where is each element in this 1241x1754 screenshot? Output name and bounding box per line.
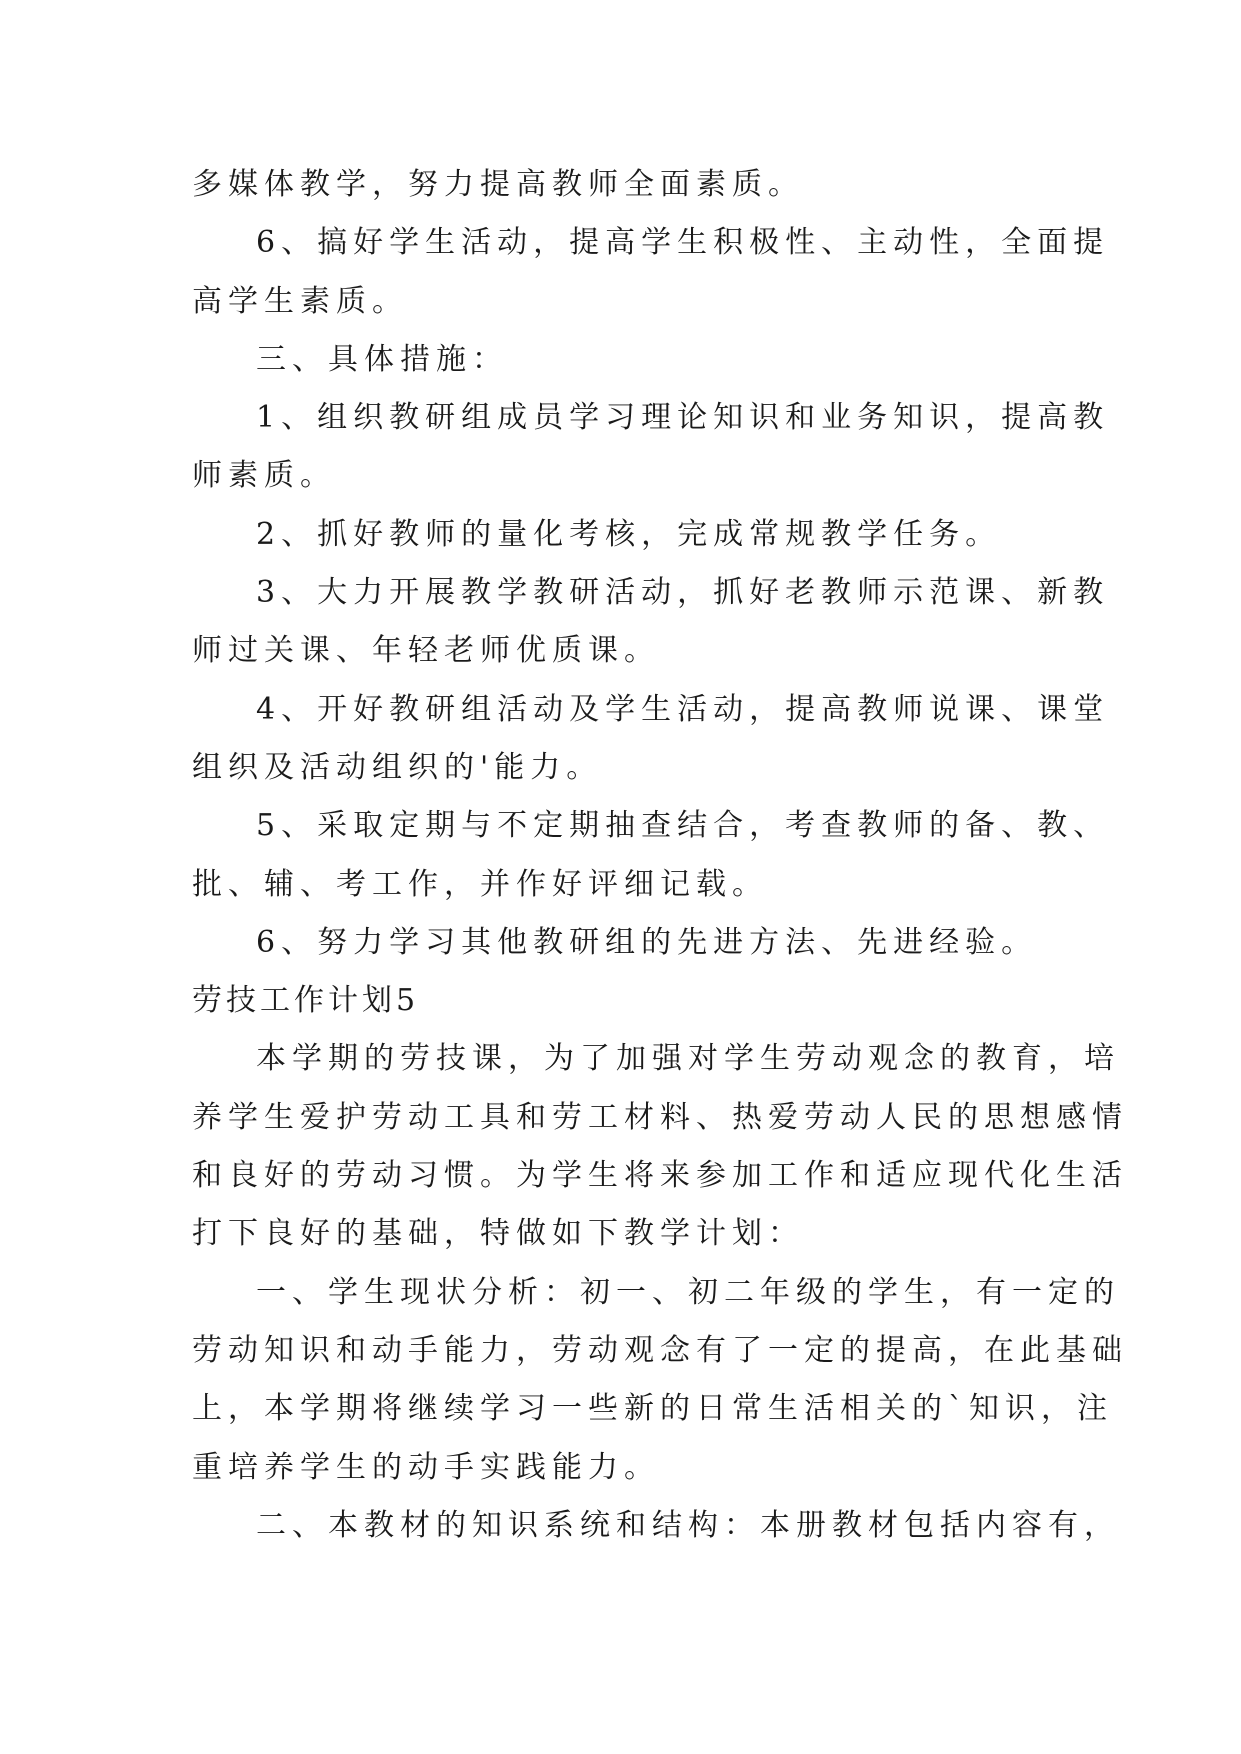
document-title: 劳技工作计划5 [192,983,420,1019]
text-line: 养学生爱护劳动工具和劳工材料、热爱劳动人民的思想感情 [192,1099,1128,1135]
text-line: 2、抓好教师的量化考核，完成常规教学任务。 [256,516,1002,552]
text-line: 师过关课、年轻老师优质课。 [192,633,660,669]
document-body [192,156,1128,1555]
text-line: 高学生素质。 [192,283,408,319]
text-line: 4、开好教研组活动及学生活动，提高教师说课、课堂 [256,691,1110,727]
section-heading: 三、具体措施： [256,341,508,377]
text-line: 6、搞好学生活动，提高学生积极性、主动性，全面提 [256,225,1110,261]
text-line: 组织及活动组织的'能力。 [192,749,603,785]
text-line: 3、大力开展教学教研活动，抓好老教师示范课、新教 [256,575,1110,611]
text-line: 二、本教材的知识系统和结构：本册教材包括内容有， [256,1507,1120,1543]
text-line: 6、努力学习其他教研组的先进方法、先进经验。 [256,924,1038,960]
text-line: 重培养学生的动手实践能力。 [192,1449,660,1485]
text-line: 批、辅、考工作，并作好评细记载。 [192,866,768,902]
text-line: 劳动知识和动手能力，劳动观念有了一定的提高，在此基础 [192,1332,1128,1368]
text-line: 打下良好的基础，特做如下教学计划： [192,1216,804,1252]
text-line: 和良好的劳动习惯。为学生将来参加工作和适应现代化生活 [192,1158,1128,1194]
text-line: 本学期的劳技课，为了加强对学生劳动观念的教育，培 [256,1041,1120,1077]
text-line: 多媒体教学，努力提高教师全面素质。 [192,167,804,202]
text-line: 1、组织教研组成员学习理论知识和业务知识，提高教 [256,400,1110,436]
text-line: 一、学生现状分析：初一、初二年级的学生，有一定的 [256,1274,1120,1310]
text-line: 上，本学期将继续学习一些新的日常生活相关的`知识，注 [192,1391,1113,1427]
text-line: 5、采取定期与不定期抽查结合，考查教师的备、教、 [256,808,1110,844]
text-line: 师素质。 [192,458,336,494]
